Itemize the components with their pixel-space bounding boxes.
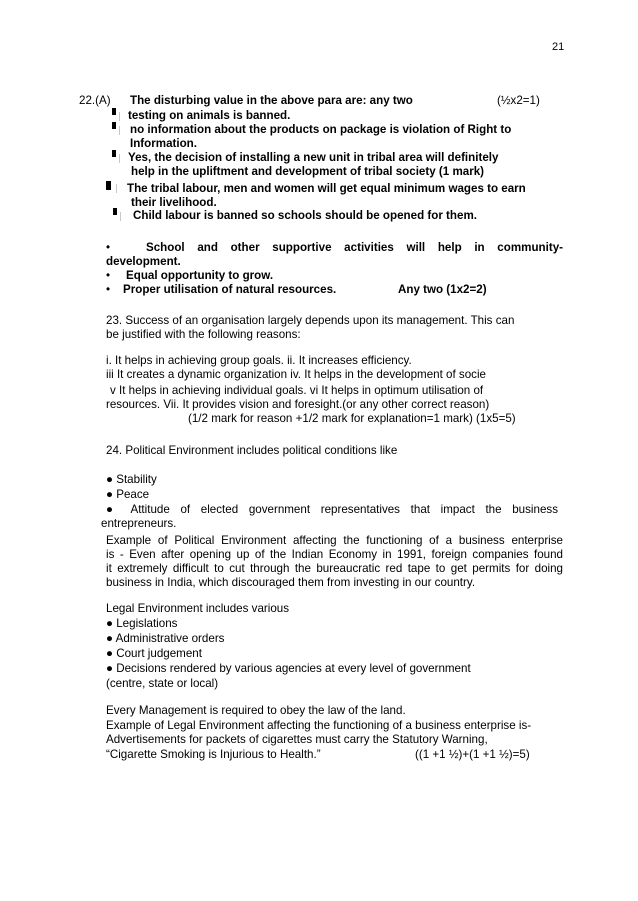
q23-line-2: be justified with the following reasons:: [106, 328, 301, 341]
q24-final-line: Example of Legal Environment affecting the functioning of a business enterprise is-: [106, 719, 532, 732]
q24-example-line: business in India, which discouraged them from investing in our country.: [106, 576, 476, 589]
q24-final-line: “Cigarette Smoking is Injurious to Health.”: [106, 748, 321, 761]
q22-item-2-cont: Information.: [130, 137, 197, 150]
bullet-dot: •: [106, 269, 111, 282]
bullet-bar-icon: [119, 112, 120, 121]
q22-dot-item-3: Proper utilisation of natural resources.: [123, 283, 337, 296]
q22-item-1: testing on animals is banned.: [128, 109, 291, 122]
q24-intro: 24. Political Environment includes political conditions like: [106, 444, 398, 457]
page-number: 21: [552, 41, 565, 53]
q24-final-line: Every Management is required to obey the law of the land.: [106, 704, 406, 717]
q22-item-3-cont: help in the upliftment and development of tribal society (1 mark): [131, 165, 485, 178]
q24-legal-item: ● Legislations: [106, 617, 178, 630]
q22-item-4-cont: their livelihood.: [131, 196, 217, 209]
q24-final-line: Advertisements for packets of cigarettes must carry the Statutory Warning,: [106, 733, 488, 746]
q23-line-1: 23. Success of an organisation largely depends upon its management. This can: [106, 314, 515, 327]
q24-attitude-line-cont: entrepreneurs.: [101, 517, 177, 530]
q24-example-line: is - Even after opening up of the Indian Economy in 1991, foreign companies found: [106, 548, 563, 561]
square-bullet-icon: [106, 181, 111, 190]
q22-title: The disturbing value in the above para are: any two: [130, 94, 413, 107]
square-bullet-icon: [112, 122, 116, 129]
q22-item-5: Child labour is banned so schools should be opened for them.: [133, 209, 477, 222]
q24-legal-item: ● Court judgement: [106, 647, 202, 660]
q22-item-2: no information about the products on package is violation of Right to: [130, 123, 512, 136]
q22-item-3: Yes, the decision of installing a new unit in tribal area will definitely: [128, 151, 499, 164]
q23-line-5: v It helps in achieving individual goals. vi It helps in optimum utilisation of: [110, 384, 484, 397]
q22-dot-item-1-cont: development.: [106, 255, 181, 268]
bullet-bar-icon: [116, 184, 117, 193]
square-bullet-icon: [112, 108, 116, 115]
q24-legal-item: ● Administrative orders: [106, 632, 225, 645]
bullet-bar-icon: [120, 212, 121, 221]
bullet-bar-icon: [119, 126, 120, 135]
square-bullet-icon: [112, 150, 116, 157]
q24-political-item: ● Stability: [106, 473, 157, 486]
q24-legal-intro: Legal Environment includes various: [106, 602, 290, 615]
q24-final-marks: ((1 +1 ½)+(1 +1 ½)=5): [415, 748, 530, 761]
q23-line-4: iii It creates a dynamic organization iv. It helps in the development of socie: [106, 368, 487, 381]
q22-label: 22.(A): [79, 94, 111, 107]
q22-dot-item-2: Equal opportunity to grow.: [126, 269, 274, 282]
q22-item-4: The tribal labour, men and women will get equal minimum wages to earn: [127, 182, 526, 195]
q24-political-item: ● Peace: [106, 488, 150, 501]
q23-line-3: i. It helps in achieving group goals. ii. It increases efficiency.: [106, 354, 412, 367]
q24-legal-item: ● Decisions rendered by various agencies at every level of government: [106, 662, 471, 675]
q22-dot-item-1: School and other supportive activities will help in community-: [146, 241, 563, 254]
q24-legal-tail: (centre, state or local): [106, 677, 219, 690]
q22-marks: (½x2=1): [497, 94, 540, 107]
square-bullet-icon: [113, 208, 117, 215]
bullet-dot: •: [106, 241, 111, 254]
q24-attitude-line: ● Attitude of elected government representatives that impact the business: [106, 503, 558, 516]
bullet-bar-icon: [119, 154, 120, 163]
q24-example-line: Example of Political Environment affecting the functioning of a business enterprise: [106, 534, 563, 547]
q24-example-line: it extremely difficult to cut through the bureaucratic red tape to get permits for doing: [106, 562, 563, 575]
q23-marks: (1/2 mark for reason +1/2 mark for explanation=1 mark) (1x5=5): [188, 412, 516, 425]
bullet-dot: •: [106, 283, 111, 296]
q22-dot-marks: Any two (1x2=2): [398, 283, 487, 296]
q23-line-6: resources. Vii. It provides vision and foresight.(or any other correct reason): [106, 398, 490, 411]
